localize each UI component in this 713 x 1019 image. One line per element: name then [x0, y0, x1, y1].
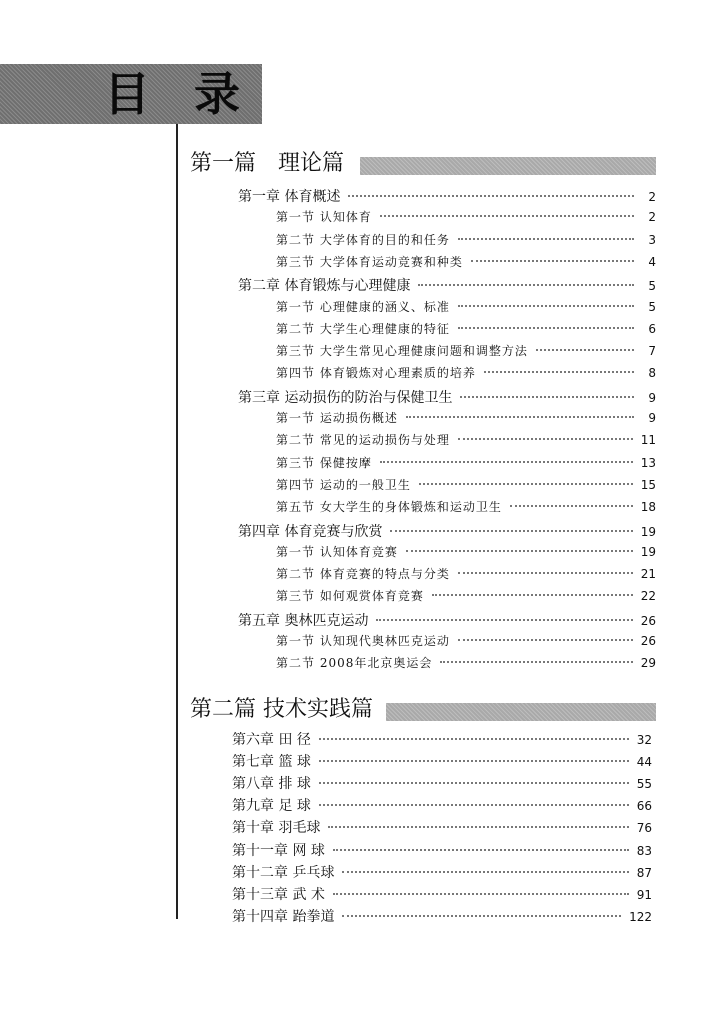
entry-label: 第四章 体育竞赛与欣赏 — [238, 524, 383, 540]
dot-leader — [432, 594, 633, 596]
page-title-char-2: 录 — [194, 67, 240, 121]
dot-leader — [342, 915, 621, 917]
page-number: 87 — [636, 866, 652, 880]
page-number: 2 — [648, 190, 656, 204]
toc-chapter-entry[interactable] — [232, 862, 652, 882]
toc-section-entry[interactable] — [276, 409, 656, 429]
entry-label: 第三节 如何观赏体育竞赛 — [276, 589, 424, 603]
page-number: 7 — [648, 344, 656, 358]
dot-leader — [328, 826, 628, 828]
toc-section-entry[interactable] — [276, 565, 656, 585]
toc-section-entry[interactable] — [276, 654, 656, 674]
entry-label: 第六章 田 径 — [232, 732, 311, 748]
entry-label: 第二节 2008年北京奥运会 — [276, 656, 433, 670]
page-number: 19 — [640, 525, 656, 539]
entry-label: 第一节 心理健康的涵义、标准 — [276, 300, 450, 314]
toc-chapter-entry[interactable] — [232, 817, 652, 837]
dot-leader — [376, 619, 632, 621]
toc-section-entry[interactable] — [276, 320, 656, 340]
dot-leader — [471, 260, 634, 262]
entry-label: 第五章 奥林匹克运动 — [238, 613, 369, 629]
entry-label: 第四节 体育锻炼对心理素质的培养 — [276, 366, 476, 380]
page-number: 32 — [636, 733, 652, 747]
dot-leader — [419, 483, 633, 485]
part-title-bar — [360, 157, 656, 175]
dot-leader — [319, 760, 629, 762]
toc-chapter-entry[interactable] — [238, 521, 656, 541]
dot-leader — [458, 639, 633, 641]
dot-leader — [333, 849, 629, 851]
page-number: 26 — [640, 634, 656, 648]
toc-chapter-entry[interactable] — [238, 186, 656, 206]
page-number: 9 — [648, 391, 656, 405]
dot-leader — [319, 782, 629, 784]
entry-label: 第一节 认知体育 — [276, 210, 372, 224]
toc-section-entry[interactable] — [276, 632, 656, 652]
dot-leader — [458, 305, 634, 307]
entry-label: 第五节 女大学生的身体锻炼和运动卫生 — [276, 500, 502, 514]
page-number: 9 — [648, 411, 656, 425]
dot-leader — [348, 195, 634, 197]
toc-chapter-entry[interactable] — [232, 906, 652, 926]
page-number: 83 — [636, 844, 652, 858]
dot-leader — [458, 327, 634, 329]
dot-leader — [536, 349, 634, 351]
margin-rule — [176, 124, 178, 919]
toc-section-entry[interactable] — [276, 476, 656, 496]
entry-label: 第二节 体育竞赛的特点与分类 — [276, 567, 450, 581]
toc-section-entry[interactable] — [276, 342, 656, 362]
dot-leader — [380, 461, 633, 463]
entry-label: 第一节 认知体育竞赛 — [276, 545, 398, 559]
toc-section-entry[interactable] — [276, 498, 656, 518]
entry-label: 第九章 足 球 — [232, 798, 311, 814]
entry-label: 第一章 体育概述 — [238, 189, 341, 205]
entry-label: 第十一章 网 球 — [232, 843, 325, 859]
page-number: 19 — [640, 545, 656, 559]
entry-label: 第三章 运动损伤的防治与保健卫生 — [238, 390, 453, 406]
title-banner — [0, 64, 262, 124]
toc-chapter-entry[interactable] — [238, 387, 656, 407]
dot-leader — [440, 661, 632, 663]
entry-label: 第四节 运动的一般卫生 — [276, 478, 411, 492]
toc-section-entry[interactable] — [276, 253, 656, 273]
dot-leader — [460, 396, 634, 398]
dot-leader — [380, 215, 634, 217]
entry-label: 第一节 运动损伤概述 — [276, 411, 398, 425]
dot-leader — [319, 804, 629, 806]
entry-label: 第三节 大学生常见心理健康问题和调整方法 — [276, 344, 528, 358]
page-number: 66 — [636, 799, 652, 813]
toc-chapter-entry[interactable] — [232, 840, 652, 860]
page-number: 21 — [640, 567, 656, 581]
page-number: 4 — [648, 255, 656, 269]
toc-chapter-entry[interactable] — [232, 729, 652, 749]
dot-leader — [458, 438, 633, 440]
dot-leader — [458, 238, 634, 240]
page-number: 5 — [648, 300, 656, 314]
part-title[interactable]: 第一篇 理论篇 — [190, 151, 345, 176]
entry-label: 第三节 大学体育运动竞赛和种类 — [276, 255, 463, 269]
page-number: 5 — [648, 279, 656, 293]
toc-chapter-entry[interactable] — [238, 610, 656, 630]
page-number: 11 — [640, 433, 656, 447]
entry-label: 第二节 大学生心理健康的特征 — [276, 322, 450, 336]
toc-section-entry[interactable] — [276, 364, 656, 384]
entry-label: 第十二章 乒乓球 — [232, 865, 335, 881]
entry-label: 第十四章 跆拳道 — [232, 909, 335, 925]
toc-chapter-entry[interactable] — [232, 773, 652, 793]
entry-label: 第十三章 武 术 — [232, 887, 325, 903]
page-number: 26 — [640, 614, 656, 628]
toc-section-entry[interactable] — [276, 298, 656, 318]
dot-leader — [510, 505, 633, 507]
dot-leader — [406, 416, 634, 418]
page-number: 22 — [640, 589, 656, 603]
dot-leader — [406, 550, 633, 552]
page-number: 8 — [648, 366, 656, 380]
toc-section-entry[interactable] — [276, 208, 656, 228]
page-number: 44 — [636, 755, 652, 769]
toc-chapter-entry[interactable] — [232, 795, 652, 815]
page-title-char-1: 目 — [104, 67, 150, 121]
page-number: 15 — [640, 478, 656, 492]
page-number: 76 — [636, 821, 652, 835]
dot-leader — [418, 284, 634, 286]
page-number: 29 — [640, 656, 656, 670]
toc-section-entry[interactable] — [276, 543, 656, 563]
entry-label: 第十章 羽毛球 — [232, 820, 321, 836]
entry-label: 第三节 保健按摩 — [276, 456, 372, 470]
page-number: 18 — [640, 500, 656, 514]
page-number: 122 — [629, 910, 652, 924]
page-number: 3 — [648, 233, 656, 247]
dot-leader — [458, 572, 633, 574]
dot-leader — [342, 871, 628, 873]
page-number: 6 — [648, 322, 656, 336]
part-title[interactable]: 第二篇 技术实践篇 — [190, 697, 373, 722]
page-number: 55 — [636, 777, 652, 791]
entry-label: 第七章 篮 球 — [232, 754, 311, 770]
toc-chapter-entry[interactable] — [238, 275, 656, 295]
toc-chapter-entry[interactable] — [232, 884, 652, 904]
dot-leader — [333, 893, 629, 895]
page-number: 91 — [636, 888, 652, 902]
toc-section-entry[interactable] — [276, 231, 656, 251]
toc-section-entry[interactable] — [276, 431, 656, 451]
entry-label: 第二节 常见的运动损伤与处理 — [276, 433, 450, 447]
part-title-bar — [386, 703, 656, 721]
page-number: 2 — [648, 210, 656, 224]
entry-label: 第二章 体育锻炼与心理健康 — [238, 278, 411, 294]
dot-leader — [319, 738, 629, 740]
toc-chapter-entry[interactable] — [232, 751, 652, 771]
toc-section-entry[interactable] — [276, 587, 656, 607]
page-number: 13 — [640, 456, 656, 470]
entry-label: 第一节 认知现代奥林匹克运动 — [276, 634, 450, 648]
dot-leader — [390, 530, 632, 532]
entry-label: 第二节 大学体育的目的和任务 — [276, 233, 450, 247]
toc-section-entry[interactable] — [276, 454, 656, 474]
entry-label: 第八章 排 球 — [232, 776, 311, 792]
dot-leader — [484, 371, 634, 373]
